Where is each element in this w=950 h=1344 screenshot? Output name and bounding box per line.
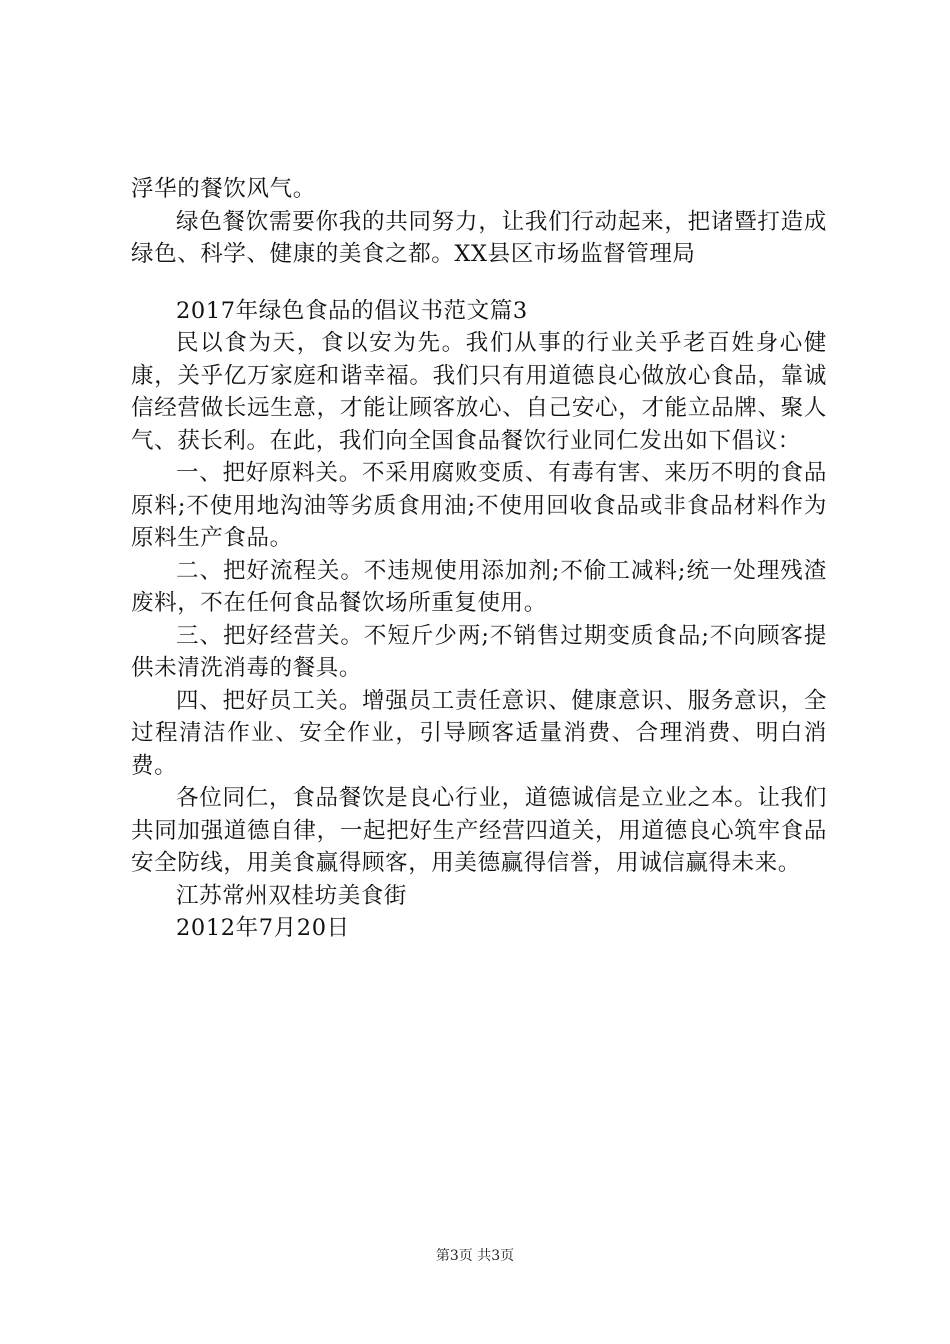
paragraph-item-1: 一、把好原料关。不采用腐败变质、有毒有害、来历不明的食品原料;不使用地沟油等劣质食用油;不使用回收食品或非食品材料作为原料生产食品。 [131,460,827,551]
paragraph-item-3: 三、把好经营关。不短斤少两;不销售过期变质食品;不向顾客提供未清洗消毒的餐具。 [131,622,827,681]
paragraph-conclusion: 各位同仁，食品餐饮是良心行业，道德诚信是立业之本。让我们共同加强道德自律，一起把好生产经营四道关，用道德良心筑牢食品安全防线，用美食赢得顾客，用美德赢得信誉，用诚信赢得未来。 [131,785,827,876]
paragraph-intro: 民以食为天，食以安为先。我们从事的行业关乎老百姓身心健康，关乎亿万家庭和谐幸福。我们只有用道德良心做放心食品，靠诚信经营做长远生意，才能让顾客放心、自己安心，才能立品牌、聚人气、获长利。在此，我们向全国食品餐饮行业同仁发出如下倡议： [131,330,827,454]
paragraph-closing-appeal: 绿色餐饮需要你我的共同努力，让我们行动起来，把诸暨打造成绿色、科学、健康的美食之都。XX县区市场监督管理局 [131,208,827,267]
paragraph-item-2: 二、把好流程关。不违规使用添加剂;不偷工减料;统一处理残渣废料，不在任何食品餐饮场所重复使用。 [131,557,827,616]
page-footer: 第3页 共3页 [435,1248,515,1264]
paragraph-item-4: 四、把好员工关。增强员工责任意识、健康意识、服务意识，全过程清洁作业、安全作业，引导顾客适量消费、合理消费、明白消费。 [131,687,827,779]
signature-organization: 江苏常州双桂坊美食街 [176,882,408,909]
signature-date: 2012年7月20日 [176,915,350,941]
document-body [131,173,827,945]
section-heading: 2017年绿色食品的倡议书范文篇3 [176,297,528,324]
paragraph-continuation: 浮华的餐饮风气。 [131,176,316,202]
